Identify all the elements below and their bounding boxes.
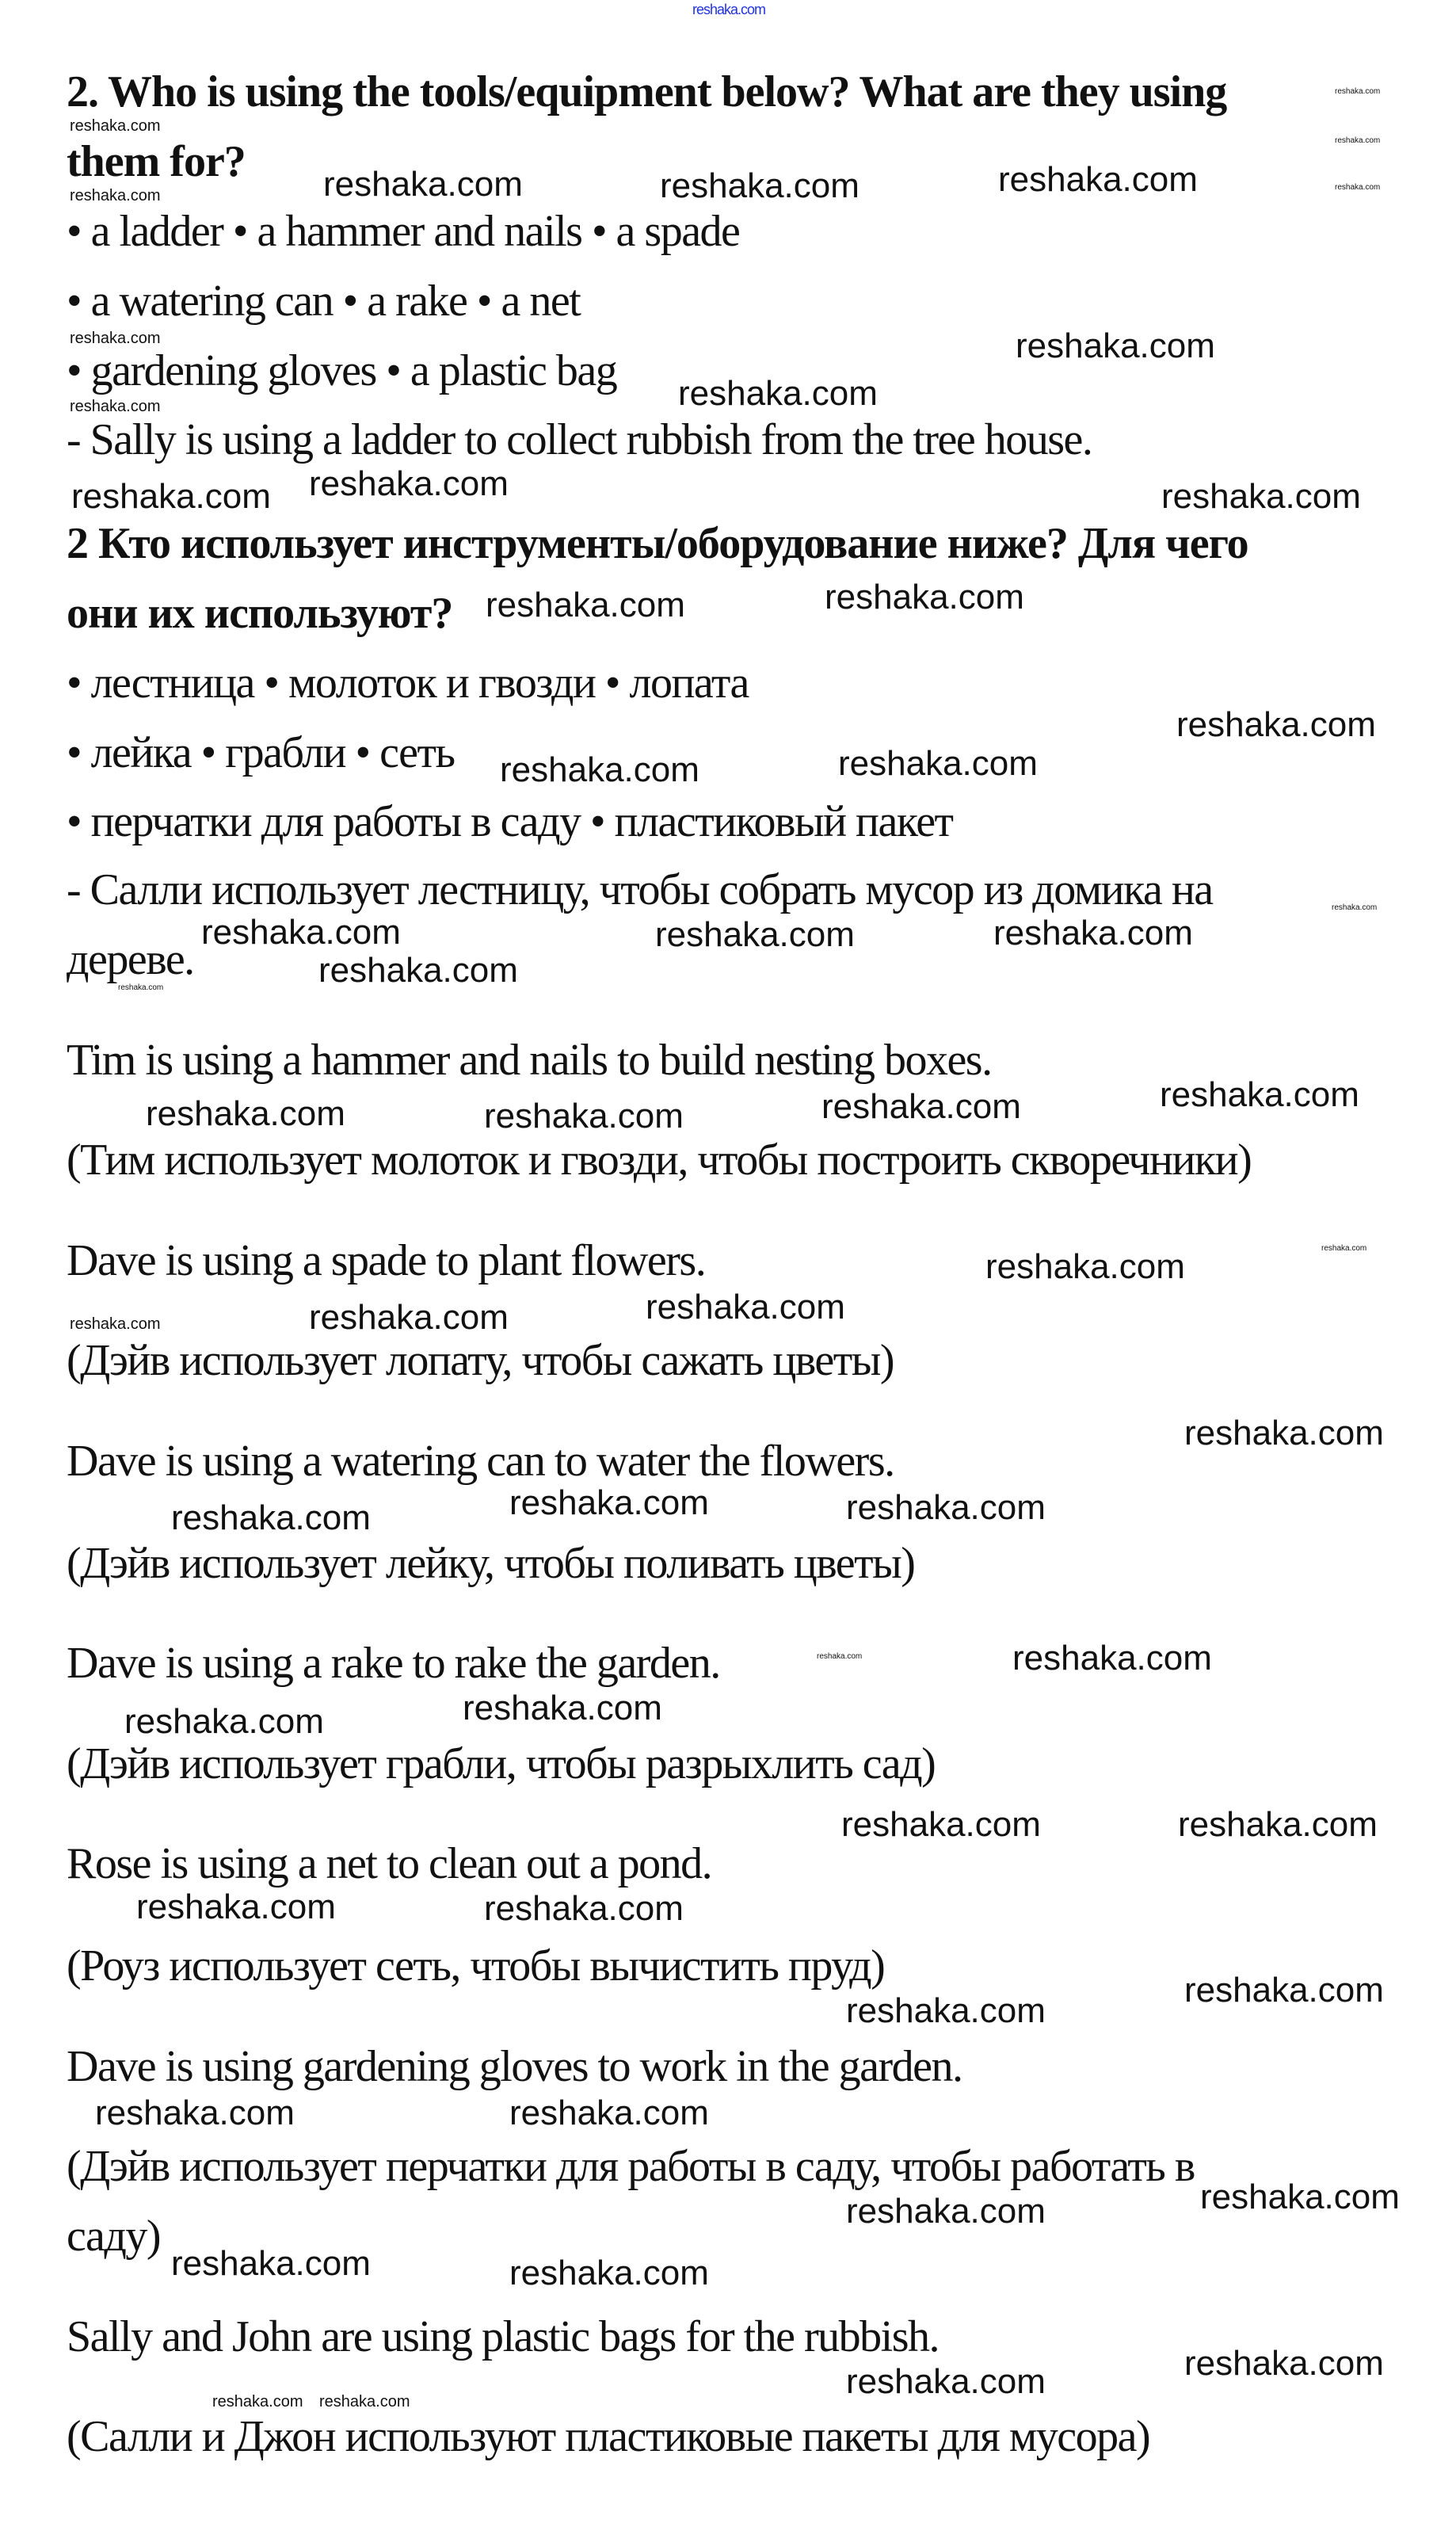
watermark: reshaka.com — [1178, 1805, 1378, 1844]
watermark: reshaka.com — [1160, 1075, 1359, 1114]
text-line: • a ladder • a hammer and nails • a spade — [67, 207, 740, 256]
watermark: reshaka.com — [136, 1887, 336, 1926]
text-line: - Sally is using a ladder to collect rubbish from the tree house. — [67, 415, 1092, 464]
watermark: reshaka.com — [319, 2393, 410, 2410]
watermark: reshaka.com — [1184, 1414, 1384, 1452]
watermark: reshaka.com — [846, 1488, 1046, 1527]
watermark: reshaka.com — [841, 1805, 1041, 1844]
watermark: reshaka.com — [1332, 903, 1378, 912]
watermark: reshaka.com — [486, 586, 685, 624]
watermark: reshaka.com — [646, 1288, 845, 1326]
heading-line: 2 Кто использует инструменты/оборудование ниже? Для чего — [67, 519, 1248, 568]
heading-line: они их используют? — [67, 589, 453, 638]
watermark: reshaka.com — [1184, 2344, 1384, 2383]
watermark: reshaka.com — [201, 913, 401, 952]
watermark: reshaka.com — [484, 1097, 684, 1136]
watermark: reshaka.com — [95, 2094, 295, 2132]
watermark: reshaka.com — [1335, 87, 1381, 96]
watermark: reshaka.com — [825, 578, 1024, 616]
text-line: • a watering can • a rake • a net — [67, 277, 581, 326]
watermark: reshaka.com — [70, 330, 161, 347]
watermark: reshaka.com — [655, 915, 855, 954]
watermark: reshaka.com — [993, 914, 1193, 952]
text-line: (Дэйв использует лопату, чтобы сажать цветы) — [67, 1336, 894, 1385]
watermark: reshaka.com — [318, 951, 518, 990]
watermark: reshaka.com — [1335, 136, 1381, 145]
watermark: reshaka.com — [678, 374, 878, 413]
watermark: reshaka.com — [509, 2254, 709, 2292]
watermark: reshaka.com — [171, 2244, 371, 2283]
watermark: reshaka.com — [660, 166, 859, 205]
text-line: (Дэйв использует перчатки для работы в саду, чтобы работать в — [67, 2142, 1195, 2191]
watermark: reshaka.com — [71, 477, 271, 516]
heading-line: them for? — [67, 137, 246, 186]
text-line: Dave is using a spade to plant flowers. — [67, 1236, 706, 1285]
text-line: • лейка • грабли • сеть — [67, 728, 455, 777]
text-line: Rose is using a net to clean out a pond. — [67, 1839, 712, 1888]
text-line: Dave is using gardening gloves to work in the garden. — [67, 2042, 962, 2091]
watermark: reshaka.com — [171, 1498, 371, 1537]
watermark: reshaka.com — [146, 1094, 345, 1133]
watermark: reshaka.com — [212, 2393, 303, 2410]
text-line: (Салли и Джон используют пластиковые пакеты для мусора) — [67, 2412, 1150, 2461]
text-line: Dave is using a rake to rake the garden. — [67, 1639, 720, 1688]
watermark: reshaka.com — [1184, 1971, 1384, 2010]
watermark: reshaka.com — [70, 187, 161, 204]
watermark: reshaka.com — [509, 2094, 709, 2132]
text-line: • gardening gloves • a plastic bag — [67, 346, 617, 395]
text-line: Tim is using a hammer and nails to build nesting boxes. — [67, 1036, 992, 1085]
text-line: (Роуз использует сеть, чтобы вычистить пруд) — [67, 1941, 885, 1991]
text-line: дереве. — [67, 935, 194, 984]
watermark: reshaka.com — [1016, 326, 1215, 365]
text-line: (Тим использует молоток и гвозди, чтобы построить скворечники) — [67, 1136, 1252, 1185]
text-line: • лестница • молоток и гвозди • лопата — [67, 658, 749, 708]
watermark: reshaka.com — [509, 1483, 709, 1522]
watermark: reshaka.com — [998, 160, 1198, 199]
text-line: (Дэйв использует грабли, чтобы разрыхлить сад) — [67, 1739, 936, 1788]
watermark: reshaka.com — [309, 464, 509, 503]
watermark: reshaka.com — [463, 1689, 662, 1727]
watermark: reshaka.com — [484, 1889, 684, 1928]
watermark: reshaka.com — [821, 1087, 1021, 1126]
watermark: reshaka.com — [118, 983, 164, 992]
text-line: Sally and John are using plastic bags for the rubbish. — [67, 2312, 940, 2361]
watermark: reshaka.com — [838, 744, 1038, 783]
watermark: reshaka.com — [1161, 477, 1361, 516]
watermark: reshaka.com — [846, 2362, 1046, 2401]
text-line: Dave is using a watering can to water the flowers. — [67, 1437, 894, 1486]
heading-line: 2. Who is using the tools/equipment below? What are they using — [67, 67, 1227, 116]
text-line: • перчатки для работы в саду • пластиковый пакет — [67, 797, 953, 846]
watermark: reshaka.com — [846, 1991, 1046, 2030]
watermark: reshaka.com — [1335, 183, 1381, 192]
watermark: reshaka.com — [1012, 1639, 1212, 1678]
watermark: reshaka.com — [323, 165, 523, 204]
watermark: reshaka.com — [70, 398, 161, 415]
watermark: reshaka.com — [1200, 2178, 1400, 2216]
watermark: reshaka.com — [124, 1702, 324, 1741]
text-line: (Дэйв использует лейку, чтобы поливать цветы) — [67, 1539, 915, 1588]
watermark: reshaka.com — [846, 2192, 1046, 2231]
watermark: reshaka.com — [309, 1298, 509, 1337]
watermark: reshaka.com — [500, 750, 699, 789]
watermark: reshaka.com — [1176, 705, 1376, 744]
watermark: reshaka.com — [1321, 1244, 1367, 1253]
watermark: reshaka.com — [985, 1247, 1185, 1286]
site-link[interactable]: reshaka.com — [692, 2, 766, 17]
watermark: reshaka.com — [817, 1652, 863, 1661]
text-line: - Салли использует лестницу, чтобы собрать мусор из домика на — [67, 865, 1213, 914]
watermark: reshaka.com — [70, 1315, 161, 1333]
watermark: reshaka.com — [70, 117, 161, 135]
text-line: саду) — [67, 2212, 161, 2261]
